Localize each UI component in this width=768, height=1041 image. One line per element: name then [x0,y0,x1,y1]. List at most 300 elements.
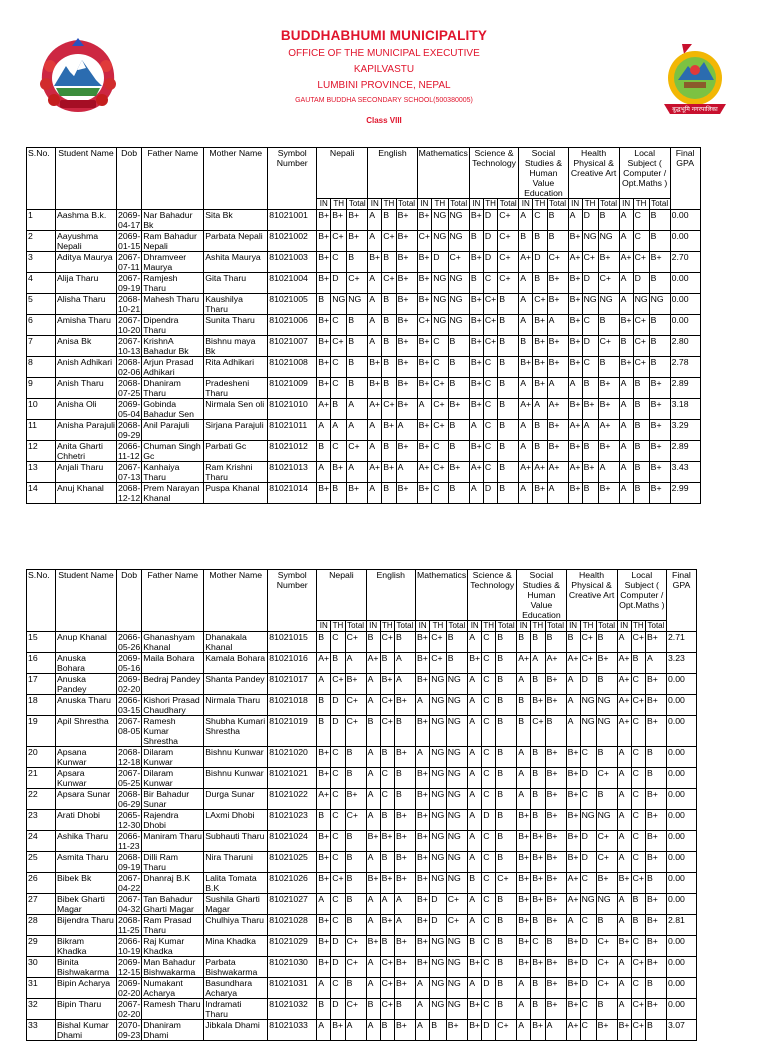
cell-grade: B+ [649,378,670,399]
cell-grade: B [496,894,517,915]
cell-grade: C+ [533,294,547,315]
cell-grade: B+ [415,674,429,695]
cell-grade: B [331,483,347,504]
cell-grade: B+ [317,273,331,294]
cell-grade: A+ [566,1020,580,1041]
cell-dob: 2066-11-23 [118,831,141,851]
cell-grade: A+ [517,653,531,674]
cell-grade: A [568,378,582,399]
cell-sno: 1 [27,210,56,231]
sub-header-th: TH [633,199,649,210]
cell-grade: D [482,1020,496,1041]
table-row [27,894,697,915]
cell-grade: A [617,957,631,978]
cell-father-name: Bedraj Pandey [142,674,204,695]
cell-grade: B [496,632,517,653]
cell-grade: B+ [531,894,545,915]
cell-grade: D [582,273,598,294]
cell-grade: C+ [531,716,545,747]
cell-grade: B [645,768,666,789]
cell-grade: B+ [417,357,432,378]
cell-grade: C [331,915,345,936]
sub-header-in: IN [317,621,331,632]
cell-grade: B+ [368,357,382,378]
cell-grade: A [368,336,382,357]
cell-dob: 2067-09-19 [118,273,141,293]
cell-mother-name: Indramati Tharu [204,999,268,1020]
cell-mother-name: Nirmala Tharu [204,695,268,716]
cell-father-name: Ram Prasad Tharu [142,915,204,936]
cell-grade: A+ [533,462,547,483]
cell-sno: 11 [27,420,56,441]
cell-grade: B+ [517,852,531,873]
cell-grade: B+ [368,378,382,399]
cell-grade: B+ [415,957,429,978]
cell-grade: B+ [448,462,469,483]
col-subject-social: Social Studies & Human Value Education [517,570,566,621]
cell-grade: A [619,483,633,504]
cell-grade: C+ [380,999,394,1020]
cell-grade: C [580,1020,596,1041]
cell-grade: B [531,747,545,768]
sub-header-total: Total [598,199,619,210]
cell-grade: B [633,420,649,441]
sub-header-th: TH [483,621,495,630]
cell-sno: 15 [27,632,56,653]
cell-grade: C [482,915,496,936]
cell-symbol-number: 81021015 [268,632,317,653]
cell-grade: B [496,831,517,852]
cell-grade: NG [430,978,446,999]
cell-grade: A [366,789,380,810]
cell-grade: C [331,357,347,378]
cell-grade: C+ [483,315,497,336]
cell-father-name: Ghanashyam Khanal [142,632,204,653]
sub-header-in: IN [417,199,432,210]
cell-grade: B [649,357,670,378]
cell-grade: B [498,399,519,420]
cell-grade: NG [446,695,468,716]
cell-grade: B+ [396,252,417,273]
cell-grade: B [496,915,517,936]
cell-symbol-number: 81021022 [268,789,317,810]
cell-grade: NG [446,873,468,894]
cell-student-name: Anisha Oli [56,399,117,420]
cell-grade: B [531,789,545,810]
sub-header-th: TH [432,199,448,210]
cell-grade: B+ [394,747,415,768]
cell-grade: NG [430,852,446,873]
cell-grade: B [633,483,649,504]
cell-grade: C [531,936,545,957]
cell-grade: B+ [617,873,631,894]
cell-grade: B+ [568,441,582,462]
cell-grade: B+ [415,873,429,894]
cell-grade: B [380,852,394,873]
cell-dob: 2068-10-21 [118,294,141,314]
cell-grade: B+ [446,1020,468,1041]
cell-grade: D [430,915,446,936]
cell-grade: A [617,831,631,852]
cell-grade: B+ [417,210,432,231]
col-subject-science: Science & Technology [468,570,517,621]
cell-grade: B+ [545,978,566,999]
cell-mother-name: Shanta Pandey [204,674,268,695]
cell-final-gpa: 2.78 [670,357,700,378]
cell-grade: A [394,674,415,695]
cell-grade: B [394,789,415,810]
cell-grade: B [498,357,519,378]
cell-mother-name: Ashita Maurya [204,252,268,273]
cell-grade: B [496,810,517,831]
cell-grade: B [498,378,519,399]
cell-grade: C+ [331,231,347,252]
province-line: LUMBINI PROVINCE, NEPAL [317,80,451,91]
cell-father-name: Dilaram Kunwar [142,768,204,789]
cell-grade: NG [448,210,469,231]
cell-grade: B [496,768,517,789]
cell-grade: A [468,632,482,653]
cell-grade: D [582,210,598,231]
cell-student-name: Aditya Maurya [56,252,117,273]
col-mother: Mother Name [204,148,268,210]
cell-grade: B [448,441,469,462]
cell-grade: C+ [596,936,617,957]
cell-student-name: Bipin Tharu [56,999,117,1020]
cell-grade: NG [446,789,468,810]
cell-grade: B [596,747,617,768]
table-row [27,915,697,936]
cell-grade: C [331,315,347,336]
cell-grade: B+ [545,915,566,936]
cell-father-name: Ramesh Tharu [142,999,204,1020]
cell-grade: C+ [331,674,345,695]
cell-grade: A [517,1020,531,1041]
cell-grade: NG [596,810,617,831]
cell-grade: A [617,632,631,653]
cell-grade: A [519,420,533,441]
cell-symbol-number: 81021017 [268,674,317,695]
cell-symbol-number: 81021031 [268,978,317,999]
cell-father-name: Rajendra Dhobi [142,810,204,831]
cell-grade: B+ [382,420,396,441]
cell-grade: A [366,915,380,936]
cell-sno: 20 [27,747,56,768]
col-dob: Dob [117,570,142,632]
cell-final-gpa: 0.00 [666,936,696,957]
sub-header-th: TH [332,621,344,630]
cell-symbol-number: 81021025 [268,852,317,873]
cell-grade: A [415,695,429,716]
cell-grade: B [633,441,649,462]
cell-grade: A [347,462,368,483]
school-line: GAUTAM BUDDHA SECONDARY SCHOOL(500380005) [295,97,473,104]
cell-grade: B+ [469,357,483,378]
cell-grade: B [519,231,533,252]
cell-grade: A+ [547,399,568,420]
cell-grade: B [596,632,617,653]
cell-father-name: KrishnA Bahadur Bk [142,336,204,357]
cell-grade: C [582,315,598,336]
cell-grade: B+ [531,852,545,873]
cell-grade: C [331,747,345,768]
cell-grade: B [382,441,396,462]
cell-grade: B+ [547,294,568,315]
cell-grade: B [547,231,568,252]
cell-grade: B+ [533,357,547,378]
cell-dob: 2067-07-11 [118,252,141,272]
sub-header-th: TH [532,621,544,630]
cell-grade: B+ [382,462,396,483]
cell-grade: NG [446,768,468,789]
cell-grade: NG [430,957,446,978]
cell-grade: B [649,210,670,231]
cell-student-name: Apsara Kunwar [56,768,117,789]
cell-student-name: Anuska Bohara [56,653,117,674]
cell-grade: C+ [498,252,519,273]
cell-grade: B [631,894,645,915]
table-row [27,483,701,504]
cell-grade: A [347,420,368,441]
cell-grade: B+ [566,810,580,831]
cell-grade: B+ [317,768,331,789]
office-line: OFFICE OF THE MUNICIPAL EXECUTIVE [288,48,480,59]
cell-grade: NG [649,294,670,315]
cell-final-gpa: 0.00 [670,231,700,252]
col-subject-nepali: Nepali [317,148,368,199]
cell-grade: C+ [633,252,649,273]
cell-grade: A [468,852,482,873]
cell-symbol-number: 81021012 [268,441,317,462]
cell-symbol-number: 81021019 [268,716,317,747]
cell-grade: B+ [469,315,483,336]
cell-grade: B+ [317,852,331,873]
cell-grade: D [483,483,497,504]
cell-grade: C+ [633,336,649,357]
cell-grade: B [345,978,366,999]
col-gpa: Final GPA [666,570,696,632]
sub-header-th: TH [582,199,598,210]
cell-sno: 27 [27,894,56,915]
cell-grade: B+ [533,483,547,504]
cell-grade: NG [448,294,469,315]
cell-grade: NG [331,294,347,315]
cell-grade: B+ [531,831,545,852]
cell-sno: 23 [27,810,56,831]
cell-sno: 28 [27,915,56,936]
col-symbol: Symbol Number [268,570,317,632]
cell-grade: B [531,915,545,936]
cell-grade: B [566,632,580,653]
cell-grade: A [366,768,380,789]
cell-dob: 2069-12-15 [118,957,141,977]
sub-header-in: IN [469,199,483,210]
cell-grade: B+ [568,294,582,315]
cell-grade: B+ [547,420,568,441]
cell-grade: B+ [317,483,331,504]
cell-final-gpa: 2.80 [670,336,700,357]
cell-grade: C+ [446,915,468,936]
cell-final-gpa: 2.89 [670,378,700,399]
cell-grade: C [631,936,645,957]
col-father: Father Name [142,148,204,210]
cell-grade: B+ [545,747,566,768]
cell-grade: B+ [649,441,670,462]
cell-grade: A+ [617,674,631,695]
cell-grade: NG [446,978,468,999]
cell-student-name: Anisa Bk [56,336,117,357]
cell-grade: B+ [347,231,368,252]
nepal-emblem-icon [34,36,122,116]
cell-grade: B+ [317,231,331,252]
results-table-2 [26,569,697,1041]
cell-sno: 25 [27,852,56,873]
cell-grade: B+ [396,357,417,378]
cell-grade: B+ [415,852,429,873]
cell-grade: NG [446,852,468,873]
cell-grade: A [619,294,633,315]
cell-grade: B+ [517,831,531,852]
cell-grade: C+ [432,378,448,399]
cell-father-name: Nar Bahadur Bk [142,210,204,231]
cell-grade: C [580,789,596,810]
cell-grade: B [394,999,415,1020]
cell-grade: C+ [596,957,617,978]
cell-grade: B+ [566,978,580,999]
cell-grade: NG [446,747,468,768]
cell-grade: A [366,894,380,915]
cell-grade: NG [598,231,619,252]
cell-grade: B [596,789,617,810]
cell-grade: B+ [566,999,580,1020]
cell-grade: C [633,231,649,252]
cell-symbol-number: 81021004 [268,273,317,294]
cell-grade: B+ [568,231,582,252]
cell-father-name: Dhaniram Tharu [142,378,204,399]
cell-grade: B+ [533,315,547,336]
cell-grade: NG [446,957,468,978]
cell-grade: B+ [568,336,582,357]
cell-grade: B [469,231,483,252]
cell-grade: A [468,915,482,936]
cell-grade: B [533,273,547,294]
cell-grade: B [498,462,519,483]
cell-grade: B+ [645,915,666,936]
table-row [27,999,697,1020]
cell-final-gpa: 0.00 [666,978,696,999]
cell-grade: A [619,231,633,252]
cell-grade: A [368,273,382,294]
cell-grade: A+ [568,252,582,273]
page-header [0,0,768,140]
cell-grade: B [645,873,666,894]
cell-grade: NG [580,810,596,831]
sub-header-th: TH [381,621,393,630]
cell-grade: C+ [380,716,394,747]
cell-symbol-number: 81021003 [268,252,317,273]
cell-father-name: Numakant Acharya [142,978,204,999]
cell-grade: B+ [415,810,429,831]
cell-symbol-number: 81021011 [268,420,317,441]
col-subject-english: English [368,148,417,199]
cell-grade: B [345,852,366,873]
cell-grade: B [645,978,666,999]
cell-dob: 2068-02-06 [118,357,141,377]
cell-grade: C+ [483,294,497,315]
cell-grade: B+ [598,483,619,504]
cell-grade: NG [448,273,469,294]
table-row [27,716,697,747]
cell-grade: C+ [633,357,649,378]
cell-sno: 12 [27,441,56,462]
cell-grade: B [531,978,545,999]
cell-grade: D [582,336,598,357]
cell-grade: B+ [545,674,566,695]
cell-grade: A [617,915,631,936]
cell-grade: B+ [649,252,670,273]
cell-grade: C [482,716,496,747]
col-subject-health: Health Physical & Creative Art [568,148,619,199]
cell-final-gpa: 0.00 [666,831,696,852]
cell-grade: C+ [417,315,432,336]
cell-grade: C+ [631,1020,645,1041]
cell-grade: B [649,315,670,336]
cell-grade: A+ [619,252,633,273]
cell-grade: A [366,674,380,695]
cell-grade: A [366,1020,380,1041]
cell-grade: B+ [533,336,547,357]
cell-grade: B+ [645,936,666,957]
sub-header-total: Total [649,199,670,210]
cell-grade: B+ [545,999,566,1020]
cell-dob: 2068-09-29 [118,420,141,440]
cell-grade: B [545,936,566,957]
cell-symbol-number: 81021014 [268,483,317,504]
cell-grade: A [317,894,331,915]
cell-grade: A+ [368,462,382,483]
cell-dob: 2068-12-18 [118,747,141,767]
cell-grade: B+ [645,957,666,978]
cell-grade: C [580,873,596,894]
cell-grade: C+ [446,894,468,915]
cell-mother-name: Sirjana Parajuli [204,420,268,441]
cell-grade: B+ [596,873,617,894]
cell-father-name: Kishori Prasad Chaudhary [142,695,204,716]
cell-grade: C+ [382,399,396,420]
table-row [27,695,697,716]
cell-grade: B+ [517,873,531,894]
cell-grade: C+ [448,252,469,273]
cell-grade: A [617,789,631,810]
cell-father-name: Tan Bahadur Gharti Magar [142,894,204,915]
cell-father-name: Raj Kumar Khadka [142,936,204,957]
cell-mother-name: Chulhiya Tharu [204,915,268,936]
cell-grade: B+ [582,462,598,483]
cell-grade: B+ [468,653,482,674]
cell-grade: B [347,315,368,336]
cell-grade: B+ [394,873,415,894]
cell-grade: NG [446,936,468,957]
cell-grade: A [533,399,547,420]
cell-grade: A [566,695,580,716]
cell-grade: A [368,441,382,462]
cell-grade: NG [430,695,446,716]
cell-grade: A [598,462,619,483]
cell-grade: B+ [394,831,415,852]
cell-grade: B+ [469,399,483,420]
cell-grade: B [345,873,366,894]
cell-grade: C [580,999,596,1020]
